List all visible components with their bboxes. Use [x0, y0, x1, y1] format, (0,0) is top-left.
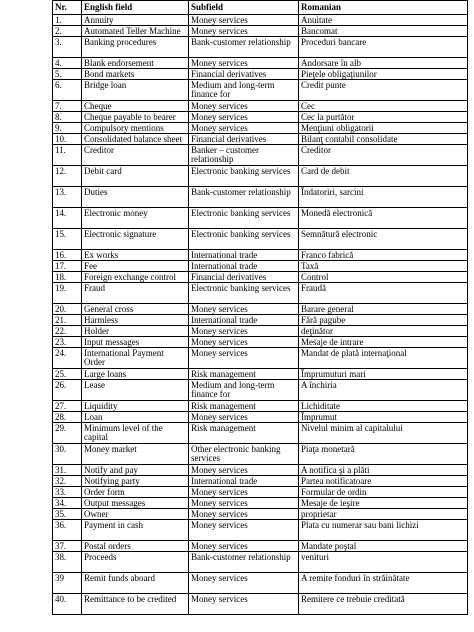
- cell-english-field: Creditor: [82, 145, 189, 166]
- cell-english-field: Owner: [82, 509, 189, 520]
- cell-english-field: Fraud: [82, 283, 189, 304]
- table-row: [53, 26, 468, 37]
- cell-subfield: Money services: [189, 348, 299, 369]
- cell-romanian: Pieţele obligaţiunilor: [299, 69, 468, 80]
- cell-subfield: Money services: [189, 465, 299, 476]
- table-row: [53, 187, 468, 208]
- cell-nr: 14.: [53, 208, 82, 229]
- cell-english-field: Electronic signature: [82, 229, 189, 250]
- cell-romanian: Mesaje de intrare: [299, 337, 468, 348]
- cell-subfield: Electronic banking services: [189, 166, 299, 187]
- cell-romanian: Lichiditate: [299, 401, 468, 412]
- cell-romanian: Remitere ce trebuie creditată: [299, 594, 468, 615]
- cell-english-field: Minimum level of the capital: [82, 423, 189, 444]
- table-row: [53, 123, 468, 134]
- cell-subfield: Money services: [189, 326, 299, 337]
- cell-subfield: Money services: [189, 498, 299, 509]
- cell-nr: 19.: [53, 283, 82, 304]
- table-row: [53, 509, 468, 520]
- cell-romanian: Proceduri bancare: [299, 37, 468, 58]
- cell-romanian: Franco fabrică: [299, 250, 468, 261]
- table-row: [53, 37, 468, 58]
- cell-subfield: Money services: [189, 487, 299, 498]
- cell-romanian: Andorsare în alb: [299, 58, 468, 69]
- cell-subfield: Money services: [189, 15, 299, 26]
- cell-nr: 30.: [53, 444, 82, 465]
- cell-english-field: Order form: [82, 487, 189, 498]
- cell-english-field: Compulsory mentions: [82, 123, 189, 134]
- cell-subfield: Money services: [189, 304, 299, 315]
- glossary-table: [52, 0, 468, 615]
- cell-nr: 36.: [53, 520, 82, 541]
- table-row: [53, 337, 468, 348]
- table-row: [53, 112, 468, 123]
- cell-romanian: Formular de ordin: [299, 487, 468, 498]
- cell-subfield: Money services: [189, 412, 299, 423]
- cell-romanian: Fără pagube: [299, 315, 468, 326]
- cell-nr: 21.: [53, 315, 82, 326]
- cell-nr: 12.: [53, 166, 82, 187]
- cell-romanian: Mesaje de ieşire: [299, 498, 468, 509]
- cell-romanian: Fraudă: [299, 283, 468, 304]
- cell-nr: 40.: [53, 594, 82, 615]
- cell-english-field: Cheque payable to bearer: [82, 112, 189, 123]
- cell-english-field: Banking procedures: [82, 37, 189, 58]
- cell-subfield: International trade: [189, 250, 299, 261]
- cell-subfield: Risk management: [189, 401, 299, 412]
- cell-nr: 7.: [53, 101, 82, 112]
- table-row: [53, 465, 468, 476]
- cell-english-field: Automated Teller Machine: [82, 26, 189, 37]
- cell-nr: 37.: [53, 541, 82, 552]
- cell-nr: 32.: [53, 476, 82, 487]
- cell-nr: 29.: [53, 423, 82, 444]
- table-row: [53, 444, 468, 465]
- cell-romanian: Bancomat: [299, 26, 468, 37]
- cell-english-field: International Payment Order: [82, 348, 189, 369]
- cell-nr: 22.: [53, 326, 82, 337]
- cell-nr: 17.: [53, 261, 82, 272]
- cell-english-field: Payment in cash: [82, 520, 189, 541]
- cell-romanian: proprietar: [299, 509, 468, 520]
- table-row: [53, 261, 468, 272]
- cell-subfield: Money services: [189, 26, 299, 37]
- cell-english-field: Loan: [82, 412, 189, 423]
- table-row: [53, 134, 468, 145]
- table-row: [53, 250, 468, 261]
- column-header-english-field: English field: [82, 1, 189, 15]
- cell-romanian: Îndatoriri, sarcini: [299, 187, 468, 208]
- cell-romanian: deţinător: [299, 326, 468, 337]
- cell-english-field: Remit funds aboard: [82, 573, 189, 594]
- table-row: [53, 58, 468, 69]
- cell-subfield: Money services: [189, 573, 299, 594]
- cell-romanian: Plata cu numerar sau bani lichizi: [299, 520, 468, 541]
- cell-subfield: Bank-customer relationship: [189, 187, 299, 208]
- cell-subfield: International trade: [189, 315, 299, 326]
- cell-english-field: Proceeds: [82, 552, 189, 573]
- cell-subfield: Medium and long-term finance for: [189, 380, 299, 401]
- cell-english-field: Holder: [82, 326, 189, 337]
- cell-subfield: Money services: [189, 520, 299, 541]
- cell-english-field: Foreign exchange control: [82, 272, 189, 283]
- cell-nr: 25.: [53, 369, 82, 380]
- cell-english-field: Harmless: [82, 315, 189, 326]
- cell-subfield: Money services: [189, 509, 299, 520]
- cell-subfield: Electronic banking services: [189, 229, 299, 250]
- cell-romanian: Partea notificatoare: [299, 476, 468, 487]
- table-row: [53, 315, 468, 326]
- cell-romanian: Credit punte: [299, 80, 468, 101]
- cell-subfield: Money services: [189, 337, 299, 348]
- cell-romanian: Mandat de plată internaţional: [299, 348, 468, 369]
- table-row: [53, 573, 468, 594]
- table-row: [53, 101, 468, 112]
- table-row: [53, 520, 468, 541]
- cell-nr: 39: [53, 573, 82, 594]
- table-row: [53, 552, 468, 573]
- cell-subfield: International trade: [189, 476, 299, 487]
- cell-romanian: A închiria: [299, 380, 468, 401]
- cell-subfield: Financial derivatives: [189, 134, 299, 145]
- table-row: [53, 272, 468, 283]
- cell-romanian: Cec: [299, 101, 468, 112]
- cell-romanian: Împrumut: [299, 412, 468, 423]
- cell-romanian: Împrumuturi mari: [299, 369, 468, 380]
- cell-english-field: Money market: [82, 444, 189, 465]
- cell-subfield: Money services: [189, 123, 299, 134]
- cell-nr: 28.: [53, 412, 82, 423]
- cell-nr: 11.: [53, 145, 82, 166]
- cell-english-field: Consolidated balance sheet: [82, 134, 189, 145]
- cell-nr: 38.: [53, 552, 82, 573]
- table-row: [53, 326, 468, 337]
- cell-romanian: Semnătură electronic: [299, 229, 468, 250]
- cell-subfield: Other electronic banking services: [189, 444, 299, 465]
- cell-subfield: Bank-customer relationship: [189, 37, 299, 58]
- cell-subfield: Money services: [189, 101, 299, 112]
- cell-romanian: Monedă electronică: [299, 208, 468, 229]
- cell-romanian: venituri: [299, 552, 468, 573]
- cell-subfield: Money services: [189, 541, 299, 552]
- table-row: [53, 401, 468, 412]
- cell-english-field: Input messages: [82, 337, 189, 348]
- cell-english-field: Cheque: [82, 101, 189, 112]
- cell-subfield: Risk management: [189, 423, 299, 444]
- cell-nr: 4.: [53, 58, 82, 69]
- cell-english-field: Duties: [82, 187, 189, 208]
- cell-english-field: Remittance to be credited: [82, 594, 189, 615]
- table-body: [53, 15, 468, 615]
- cell-subfield: Money services: [189, 112, 299, 123]
- cell-nr: 9.: [53, 123, 82, 134]
- table-row: [53, 145, 468, 166]
- cell-nr: 24.: [53, 348, 82, 369]
- table-row: [53, 423, 468, 444]
- cell-romanian: Card de debit: [299, 166, 468, 187]
- cell-english-field: Bond markets: [82, 69, 189, 80]
- table-row: [53, 541, 468, 552]
- cell-subfield: Electronic banking services: [189, 208, 299, 229]
- cell-romanian: Control: [299, 272, 468, 283]
- cell-subfield: Money services: [189, 58, 299, 69]
- table-row: [53, 283, 468, 304]
- cell-nr: 23.: [53, 337, 82, 348]
- table-row: [53, 166, 468, 187]
- table-row: [53, 369, 468, 380]
- cell-romanian: Piaţa monetară: [299, 444, 468, 465]
- cell-romanian: Creditor: [299, 145, 468, 166]
- cell-english-field: Output messages: [82, 498, 189, 509]
- cell-nr: 3.: [53, 37, 82, 58]
- table-row: [53, 487, 468, 498]
- cell-subfield: Financial derivatives: [189, 69, 299, 80]
- cell-romanian: Taxă: [299, 261, 468, 272]
- cell-romanian: Anuitate: [299, 15, 468, 26]
- cell-nr: 27.: [53, 401, 82, 412]
- cell-english-field: Large loans: [82, 369, 189, 380]
- cell-english-field: Fee: [82, 261, 189, 272]
- table-row: [53, 498, 468, 509]
- cell-english-field: Lease: [82, 380, 189, 401]
- cell-nr: 18.: [53, 272, 82, 283]
- cell-english-field: Notify and pay: [82, 465, 189, 476]
- table-row: [53, 15, 468, 26]
- cell-english-field: Ex works: [82, 250, 189, 261]
- cell-romanian: Bilanţ contabil consolidate: [299, 134, 468, 145]
- cell-romanian: A remite fonduri în străinătate: [299, 573, 468, 594]
- cell-english-field: Notifying party: [82, 476, 189, 487]
- column-header-nr: Nr.: [53, 1, 82, 15]
- cell-nr: 20.: [53, 304, 82, 315]
- cell-nr: 13.: [53, 187, 82, 208]
- cell-romanian: A notifica şi a plăti: [299, 465, 468, 476]
- cell-english-field: Postal orders: [82, 541, 189, 552]
- cell-english-field: Annuity: [82, 15, 189, 26]
- cell-nr: 16.: [53, 250, 82, 261]
- cell-romanian: Menţiuni obligatorii: [299, 123, 468, 134]
- cell-subfield: Electronic banking services: [189, 283, 299, 304]
- cell-english-field: Bridge loan: [82, 80, 189, 101]
- cell-subfield: International trade: [189, 261, 299, 272]
- table-row: [53, 594, 468, 615]
- cell-nr: 8.: [53, 112, 82, 123]
- cell-nr: 6.: [53, 80, 82, 101]
- header-row: [53, 1, 468, 15]
- table-row: [53, 80, 468, 101]
- cell-nr: 35.: [53, 509, 82, 520]
- table-row: [53, 380, 468, 401]
- cell-nr: 31.: [53, 465, 82, 476]
- cell-nr: 5.: [53, 69, 82, 80]
- table-row: [53, 476, 468, 487]
- table-row: [53, 229, 468, 250]
- table-row: [53, 304, 468, 315]
- table-row: [53, 348, 468, 369]
- cell-english-field: Liquidity: [82, 401, 189, 412]
- cell-nr: 26.: [53, 380, 82, 401]
- table-row: [53, 412, 468, 423]
- cell-nr: 33.: [53, 487, 82, 498]
- cell-subfield: Bank-customer relationship: [189, 552, 299, 573]
- cell-english-field: Blank endorsement: [82, 58, 189, 69]
- column-header-subfield: Subfield: [189, 1, 299, 15]
- cell-nr: 15.: [53, 229, 82, 250]
- cell-subfield: Financial derivatives: [189, 272, 299, 283]
- cell-romanian: Barare general: [299, 304, 468, 315]
- cell-subfield: Risk management: [189, 369, 299, 380]
- column-header-romanian: Romanian: [299, 1, 468, 15]
- cell-english-field: Debit card: [82, 166, 189, 187]
- cell-subfield: Money services: [189, 594, 299, 615]
- cell-romanian: Nivelul minim al capitalului: [299, 423, 468, 444]
- cell-english-field: Electronic money: [82, 208, 189, 229]
- cell-nr: 34.: [53, 498, 82, 509]
- cell-nr: 10.: [53, 134, 82, 145]
- cell-romanian: Mandate poştal: [299, 541, 468, 552]
- cell-nr: 2.: [53, 26, 82, 37]
- cell-subfield: Medium and long-term finance for: [189, 80, 299, 101]
- cell-romanian: Cec la purtător: [299, 112, 468, 123]
- table-row: [53, 69, 468, 80]
- cell-english-field: General cross: [82, 304, 189, 315]
- table-row: [53, 208, 468, 229]
- cell-nr: 1.: [53, 15, 82, 26]
- cell-subfield: Banker – customer relationship: [189, 145, 299, 166]
